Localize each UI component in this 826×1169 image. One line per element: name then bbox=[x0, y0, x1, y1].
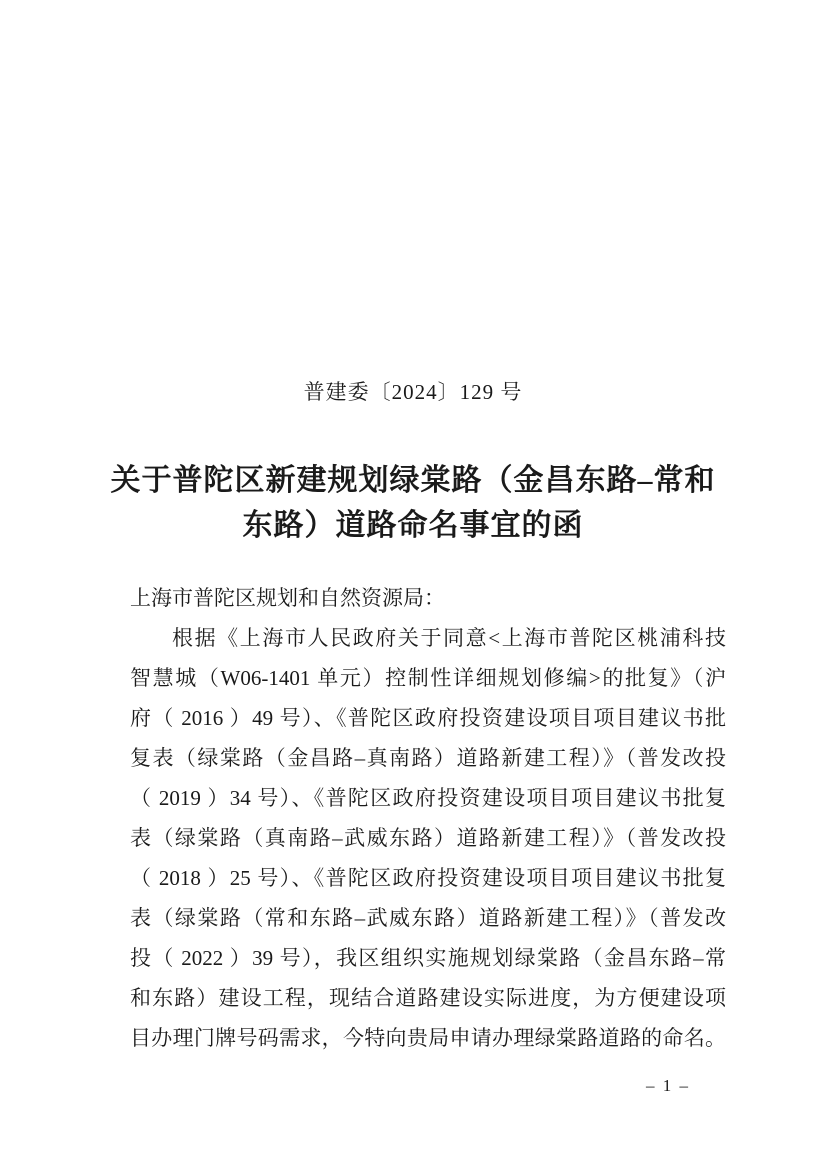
page-number: – 1 – bbox=[646, 1076, 690, 1095]
body-line: （ 2019 ）34 号）、《普陀区政府投资建设项目项目建议书批复 bbox=[130, 786, 726, 810]
document-body bbox=[130, 578, 726, 1058]
document-title bbox=[0, 458, 826, 548]
body-line: 表（绿棠路（常和东路–武威东路）道路新建工程）》（普发改 bbox=[130, 906, 726, 930]
document-title-line-1: 关于普陀区新建规划绿棠路（金昌东路–常和 bbox=[110, 464, 716, 497]
body-line: 根据《上海市人民政府关于同意<上海市普陀区桃浦科技 bbox=[172, 626, 726, 650]
body-line: 表（绿棠路（真南路–武威东路）道路新建工程）》（普发改投 bbox=[130, 826, 726, 850]
body-line: 投（ 2022 ）39 号），我区组织实施规划绿棠路（金昌东路–常 bbox=[130, 946, 726, 970]
document-title-line-2: 东路）道路命名事宜的函 bbox=[242, 509, 584, 542]
body-line: 智慧城（W06-1401 单元）控制性详细规划修编>的批复》（沪 bbox=[130, 666, 726, 690]
body-line: 复表（绿棠路（金昌路–真南路）道路新建工程）》（普发改投 bbox=[130, 746, 726, 770]
salutation: 上海市普陀区规划和自然资源局： bbox=[130, 586, 445, 610]
body-line: 目办理门牌号码需求，今特向贵局申请办理绿棠路道路的命名。 bbox=[130, 1026, 726, 1050]
body-line: （ 2018 ）25 号）、《普陀区政府投资建设项目项目建议书批复 bbox=[130, 866, 726, 890]
body-line: 府（ 2016 ）49 号）、《普陀区政府投资建设项目项目建议书批 bbox=[130, 706, 726, 730]
document-number: 普建委〔2024〕129 号 bbox=[303, 380, 523, 404]
body-line: 和东路）建设工程，现结合道路建设实际进度，为方便建设项 bbox=[130, 986, 726, 1010]
